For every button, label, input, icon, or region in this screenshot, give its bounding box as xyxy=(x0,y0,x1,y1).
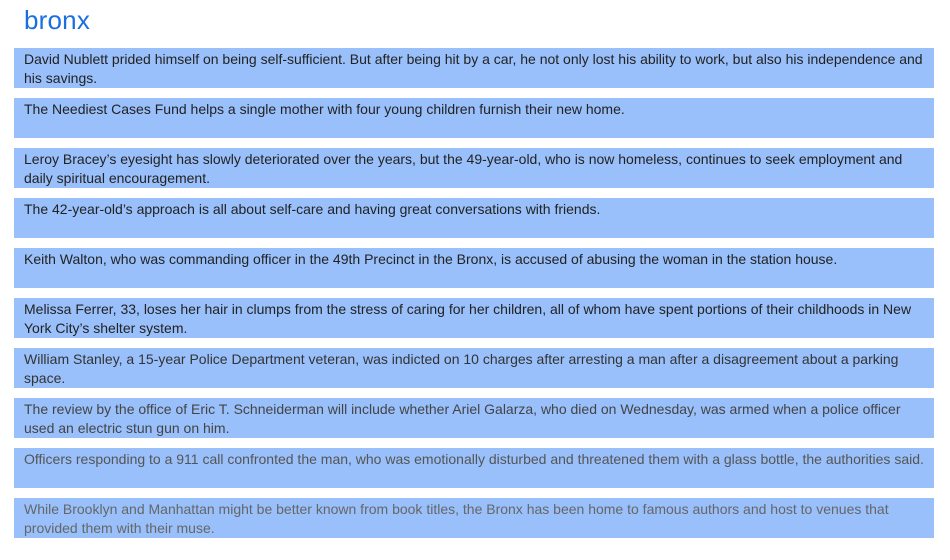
story-summary: Officers responding to a 911 call confronted the man, who was emotionally disturbed and threatened them with a glass bottle, the authorities said. xyxy=(24,451,924,467)
story-list xyxy=(14,48,934,548)
story-summary: Leroy Bracey’s eyesight has slowly deteriorated over the years, but the 49-year-old, who is now homeless, continues to seek employment and daily spiritual encouragement. xyxy=(24,151,903,186)
story-item[interactable] xyxy=(14,198,934,238)
story-item[interactable] xyxy=(14,298,934,338)
story-item[interactable] xyxy=(14,48,934,88)
story-summary: The Neediest Cases Fund helps a single mother with four young children furnish their new home. xyxy=(24,101,625,117)
story-item[interactable] xyxy=(14,448,934,488)
story-summary: While Brooklyn and Manhattan might be better known from book titles, the Bronx has been home to famous authors and host to venues that provided them with their muse. xyxy=(24,501,889,536)
story-item[interactable] xyxy=(14,498,934,538)
page-title: bronx xyxy=(24,5,91,35)
story-item[interactable] xyxy=(14,348,934,388)
story-item[interactable] xyxy=(14,398,934,438)
story-item[interactable] xyxy=(14,98,934,138)
story-item[interactable] xyxy=(14,148,934,188)
story-summary: The review by the office of Eric T. Schneiderman will include whether Ariel Galarza, who died on Wednesday, was armed when a police officer used an electric stun gun on him. xyxy=(24,401,901,436)
story-summary: Melissa Ferrer, 33, loses her hair in clumps from the stress of caring for her children, all of whom have spent portions of their childhoods in New York City’s shelter system. xyxy=(24,301,912,336)
story-summary: The 42-year-old’s approach is all about self-care and having great conversations with friends. xyxy=(24,201,601,217)
story-item[interactable] xyxy=(14,248,934,288)
story-summary: David Nublett prided himself on being self-sufficient. But after being hit by a car, he not only lost his ability to work, but also his independence and his savings. xyxy=(24,51,923,86)
story-summary: William Stanley, a 15-year Police Department veteran, was indicted on 10 charges after arresting a man after a disagreement about a parking space. xyxy=(24,351,899,386)
story-summary: Keith Walton, who was commanding officer in the 49th Precinct in the Bronx, is accused of abusing the woman in the station house. xyxy=(24,251,838,267)
